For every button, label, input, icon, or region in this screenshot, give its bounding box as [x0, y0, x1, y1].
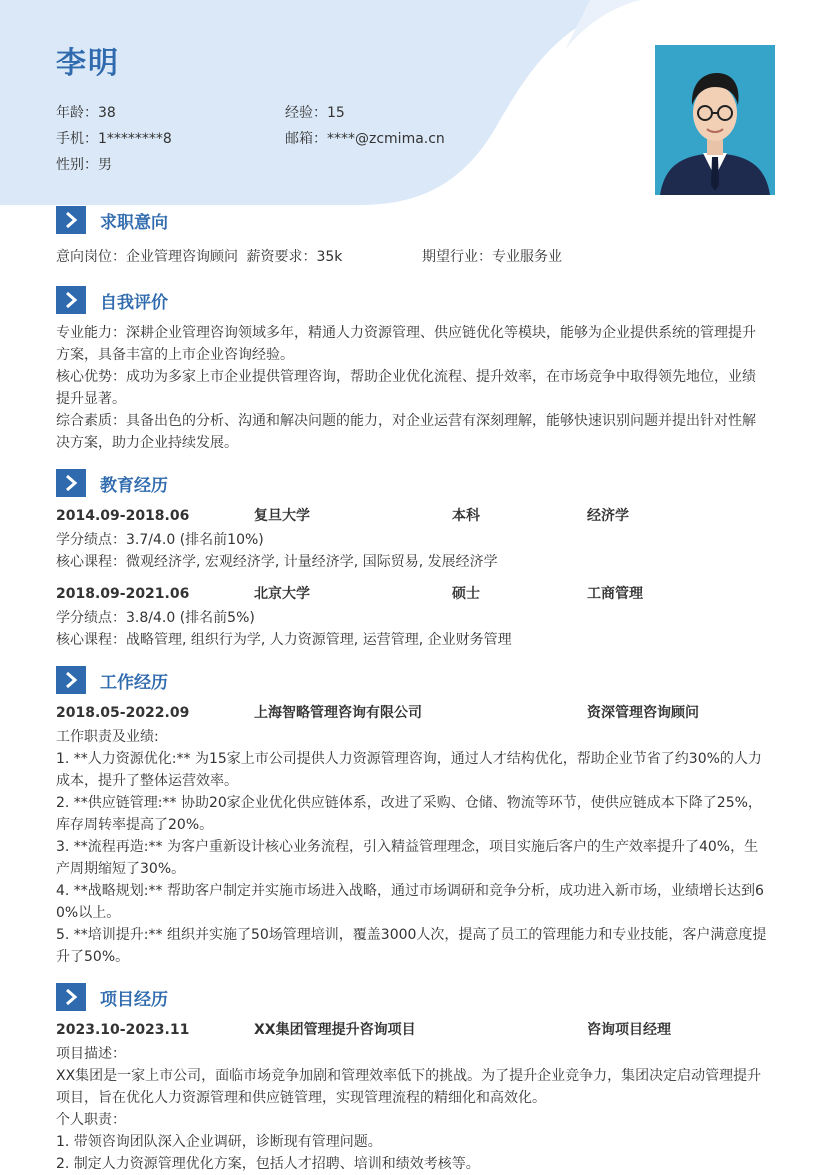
- chevron-right-icon: [56, 469, 86, 497]
- section-title: 自我评价: [100, 292, 168, 313]
- edu-school: 复旦大学: [254, 508, 310, 524]
- project-duty-label: 个人职责：: [56, 1112, 126, 1128]
- work-duty-4: 4. **战略规划:** 帮助客户制定并实施市场进入战略，通过市场调研和竞争分析，成功进入新市场，业绩增长达到60%以上。: [56, 883, 764, 921]
- edu-courses: 核心课程：微观经济学, 宏观经济学, 计量经济学, 国际贸易, 发展经济学: [56, 554, 498, 570]
- experience-info: 经验：15: [285, 105, 345, 121]
- section-title: 教育经历: [100, 475, 168, 496]
- education-row: [56, 505, 768, 527]
- section-header-education: [56, 469, 168, 497]
- section-header-project: [56, 983, 168, 1011]
- section-title: 工作经历: [100, 672, 168, 693]
- project-desc-label: 项目描述：: [56, 1046, 126, 1062]
- work-period: 2018.05-2022.09: [56, 705, 190, 721]
- intent-industry: 期望行业：专业服务业: [422, 249, 562, 265]
- work-duty-3: 3. **流程再造:** 为客户重新设计核心业务流程，引入精益管理理念，项目实施后客户的生产效率提升了40%，生产周期缩短了30%。: [56, 839, 759, 877]
- chevron-right-icon: [56, 206, 86, 234]
- project-desc: XX集团是一家上市公司，面临市场竞争加剧和管理效率低下的挑战。为了提升企业竞争力，集团决定启动管理提升项目，旨在优化人力资源管理和供应链管理，实现管理流程的精细化和高效化。: [56, 1068, 762, 1106]
- edu-major: 经济学: [587, 508, 629, 524]
- chevron-right-icon: [56, 983, 86, 1011]
- self-eval-3: 综合素质：具备出色的分析、沟通和解决问题的能力，对企业运营有深刻理解，能够快速识别问题并提出针对性解决方案，助力企业持续发展。: [56, 413, 756, 451]
- intent-position: 意向岗位：企业管理咨询顾问: [56, 249, 238, 265]
- work-duties-label: 工作职责及业绩:: [56, 729, 159, 745]
- project-name: XX集团管理提升咨询项目: [254, 1022, 416, 1038]
- work-duty-2: 2. **供应链管理:** 协助20家企业优化供应链体系，改进了采购、仓储、物流等环节，使供应链成本下降了25%，库存周转率提高了20%。: [56, 795, 762, 833]
- edu-period: 2018.09-2021.06: [56, 586, 190, 602]
- section-title: 项目经历: [100, 989, 168, 1010]
- gender-info: 性别：男: [56, 157, 112, 173]
- edu-period: 2014.09-2018.06: [56, 508, 190, 524]
- project-role: 咨询项目经理: [587, 1022, 671, 1038]
- work-title: 资深管理咨询顾问: [587, 705, 699, 721]
- project-period: 2023.10-2023.11: [56, 1022, 190, 1038]
- edu-courses: 核心课程：战略管理, 组织行为学, 人力资源管理, 运营管理, 企业财务管理: [56, 632, 512, 648]
- chevron-right-icon: [56, 666, 86, 694]
- portrait-photo: [655, 45, 775, 195]
- work-company: 上海智略管理咨询有限公司: [254, 705, 422, 721]
- email-info: 邮箱：****@zcmima.cn: [285, 131, 445, 147]
- phone-info: 手机：1********8: [56, 131, 172, 147]
- edu-gpa: 学分绩点：3.7/4.0 (排名前10%): [56, 532, 264, 548]
- section-header-intent: [56, 206, 168, 234]
- edu-school: 北京大学: [254, 586, 310, 602]
- project-row: [56, 1019, 768, 1041]
- section-title: 求职意向: [100, 212, 168, 233]
- candidate-name: 李明: [56, 46, 120, 81]
- intent-salary: 薪资要求：35k: [246, 249, 343, 265]
- section-header-work: [56, 666, 168, 694]
- section-header-self: [56, 286, 168, 314]
- self-eval-1: 专业能力：深耕企业管理咨询领域多年，精通人力资源管理、供应链优化等模块，能够为企业提供系统的管理提升方案，具备丰富的上市企业咨询经验。: [56, 325, 756, 363]
- edu-gpa: 学分绩点：3.8/4.0 (排名前5%): [56, 610, 255, 626]
- age-info: 年龄：38: [56, 105, 116, 121]
- portrait-illustration: [655, 45, 775, 195]
- chevron-right-icon: [56, 286, 86, 314]
- edu-major: 工商管理: [587, 586, 643, 602]
- edu-degree: 本科: [452, 508, 480, 524]
- edu-degree: 硕士: [452, 586, 480, 602]
- project-duty-1: 1. 带领咨询团队深入企业调研，诊断现有管理问题。: [56, 1134, 382, 1150]
- work-duty-1: 1. **人力资源优化:** 为15家上市公司提供人力资源管理咨询，通过人才结构优化，帮助企业节省了约30%的人力成本，提升了整体运营效率。: [56, 751, 762, 789]
- self-eval-2: 核心优势：成功为多家上市企业提供管理咨询，帮助企业优化流程、提升效率，在市场竞争中取得领先地位，业绩提升显著。: [56, 369, 756, 407]
- education-row: [56, 583, 768, 605]
- work-duty-5: 5. **培训提升:** 组织并实施了50场管理培训，覆盖3000人次，提高了员工的管理能力和专业技能，客户满意度提升了50%。: [56, 927, 767, 965]
- work-row: [56, 702, 768, 724]
- intent-row: [56, 246, 768, 268]
- project-duty-2: 2. 制定人力资源管理优化方案，包括人才招聘、培训和绩效考核等。: [56, 1156, 480, 1172]
